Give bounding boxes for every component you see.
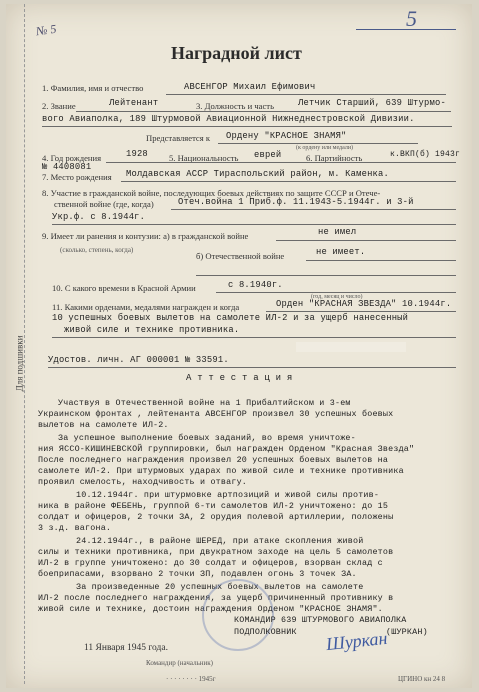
- attestation-title: А т т е с т а ц и я: [186, 373, 293, 383]
- field-10-value: с 8.1940г.: [228, 280, 283, 290]
- field-9b-rule: [306, 260, 456, 261]
- field-7-label: 7. Место рождения: [42, 172, 112, 182]
- field-6-label: 6. Партийность: [306, 153, 363, 163]
- attestation-line: ИЛ-2 после последнего награждения, за ущерб причиненный противнику в: [38, 593, 394, 603]
- field-1-label: 1. Фамилия, имя и отчество: [42, 83, 144, 93]
- commander-title: КОМАНДИР 639 ШТУРМОВОГО АВИАПОЛКА: [234, 615, 407, 625]
- field-9-hint: (сколько, степень, когда): [60, 246, 134, 254]
- field-11-value: Орден "КРАСНАЯ ЗВЕЗДА" 10.1944г.: [276, 299, 452, 309]
- attestation-line: За произведенные 20 успешных боевых вылетов на самолете: [76, 582, 364, 592]
- attestation-line: ника в районе ФЕБЕНЬ, группой 6-ти самолетов ИЛ-2 уничтожено: до 15: [38, 501, 389, 511]
- field-5-label: 5. Национальность: [169, 153, 239, 163]
- field-11-label: 11. Какими орденами, медалями награжден и когда: [52, 302, 240, 312]
- represent-value: Ордену "КРАСНОЕ ЗНАМЯ": [226, 131, 347, 141]
- field-7-rule: [121, 181, 456, 182]
- award-date: 11 Января 1945 года.: [84, 643, 168, 653]
- field-4-value: 1928: [126, 149, 148, 159]
- field-4-6-rule: [106, 162, 456, 163]
- attestation-line: 3 з.д. вагона.: [38, 523, 112, 533]
- attestation-line: самолете ИЛ-2. При штурмовых ударах по живой силе и технике противника: [38, 466, 404, 476]
- field-8-label-cont: ственной войне (где, когда): [54, 199, 154, 209]
- represent-hint: (к ордену или медали): [296, 145, 354, 151]
- field-9b-value: не имеет.: [316, 247, 366, 257]
- field-3-continuation: вого Авиаполка, 189 Штурмовой Авиационной Нижнеднестровской Дивизии.: [42, 114, 415, 124]
- field-6-value: к.ВКП(б) 1943г: [390, 150, 461, 159]
- paper-wear-patch: [296, 342, 406, 352]
- attestation-line: Украинском фронтах , лейтенанта АВСЕНГОР произвел 30 успешных боевых: [38, 409, 394, 419]
- commander-name: (ШУРКАН): [386, 627, 428, 637]
- field-11-cont-1: 10 успешных боевых вылетов на самолете ИЛ-2 и за ущерб нанесенный: [52, 313, 409, 323]
- handwritten-signature: Шуркан: [325, 627, 389, 655]
- field-11-rule: [266, 311, 456, 312]
- field-4-label: 4. Год рождения: [42, 153, 102, 163]
- binding-margin: [24, 4, 25, 684]
- party-number: № 4408081: [42, 162, 92, 172]
- corner-note: № 5: [35, 21, 58, 39]
- field-10-hint: (год, месяц и число): [311, 294, 363, 300]
- field-11-cont-2: живой силе и технике противника.: [64, 325, 240, 335]
- award-sheet: [6, 4, 472, 688]
- field-10-rule: [216, 292, 456, 293]
- field-10-label: 10. С какого времени в Красной Армии: [52, 283, 196, 293]
- field-8-label: 8. Участие в гражданской войне, последующих боевых действиях по защите СССР и Отече-: [42, 188, 381, 198]
- footer-right: ЦГИНО кн 24 8: [398, 675, 446, 683]
- represent-rule: [218, 143, 418, 144]
- field-9-rule: [276, 240, 456, 241]
- attestation-line: боеприпасами, взорвано 2 точки ЗП, подавлен огонь 3 точек ЗА.: [38, 569, 357, 579]
- field-5-value: еврей: [254, 150, 282, 160]
- attestation-line: живой силе и технике, достоин награждения Орденом "КРАСНОЕ ЗНАМЯ".: [38, 604, 383, 614]
- attestation-line: ния ЯССО-КИШИНЕВСКОЙ группировки, был награжден Орденом "Красная Звезда": [38, 444, 415, 454]
- field-2-value: Лейтенант: [109, 98, 159, 108]
- attestation-line: ИЛ-2 в группе уничтожено: до 30 солдат и офицеров, взорван склад с: [38, 558, 383, 568]
- document-title: Наградной лист: [171, 43, 302, 63]
- page-number-handwritten: 5: [406, 6, 417, 31]
- field-8-continuation: Укр.ф. с 8.1944г.: [52, 212, 146, 222]
- attestation-line: вылетов на самолете ИЛ-2.: [38, 420, 169, 430]
- field-2-3-rule: [76, 111, 451, 112]
- attestation-line: проявил смелость, находчивость и отвагу.: [38, 477, 248, 487]
- field-11-cont-rule: [52, 337, 456, 338]
- field-8-cont-rule: [52, 224, 456, 225]
- field-3-value: Летчик Старший, 639 Штурмо-: [298, 98, 446, 108]
- commander-rank: ПОДПОЛКОВНИК: [234, 627, 297, 637]
- id-document-line: Удостов. личн. АГ 000001 № 33591.: [48, 355, 229, 365]
- field-3-cont-rule: [42, 126, 452, 127]
- field-9-label: 9. Имеет ли ранения и контузии: а) в гражданской войне: [42, 231, 249, 241]
- represent-label: Представляется к: [146, 133, 211, 143]
- side-binding-label: Для подшивки: [14, 335, 25, 392]
- attestation-line: 10.12.1944г. при штурмовке артпозиций и живой силы против-: [76, 490, 380, 500]
- id-rule: [48, 367, 456, 368]
- field-8-rule: [171, 209, 456, 210]
- field-7-value: Молдавская АССР Тираспольский район, м. Каменка.: [126, 169, 389, 179]
- field-9-value: не имел: [318, 227, 357, 237]
- field-8-value: Отеч.война 1 Приб.ф. 11.1943-5.1944г. и 3-й: [178, 197, 414, 207]
- page-number-underline: [356, 29, 456, 30]
- field-9b-label: б) Отечественной войне: [196, 251, 285, 261]
- field-1-value: АВСЕНГОР Михаил Ефимович: [184, 82, 316, 92]
- field-9b-rule2: [196, 275, 456, 276]
- attestation-line: После последнего награждения произвел 20 успешных боевых вылетов на: [38, 455, 389, 465]
- attestation-line: 24.12.1944г., в районе ШЕРЕД, при атаке скопления живой: [76, 536, 364, 546]
- footer-left: · · · · · · · · 1945г: [166, 675, 216, 683]
- field-1-rule: [166, 94, 446, 95]
- commander-hint: Командир (начальник): [146, 659, 213, 667]
- attestation-line: За успешное выполнение боевых заданий, во время уничтоже-: [58, 433, 356, 443]
- attestation-line: Участвуя в Отечественной войне на 1 Прибалтийском и 3-ем: [58, 398, 351, 408]
- field-2-label: 2. Звание: [42, 101, 76, 111]
- field-3-label: 3. Должность и часть: [196, 101, 274, 111]
- attestation-line: силы и техники противника, при двукратном заходе на цель 5 самолетов: [38, 547, 394, 557]
- attestation-line: солдат и офицеров, 2 точки ЗА, 2 орудия полевой артиллерии, положены: [38, 512, 394, 522]
